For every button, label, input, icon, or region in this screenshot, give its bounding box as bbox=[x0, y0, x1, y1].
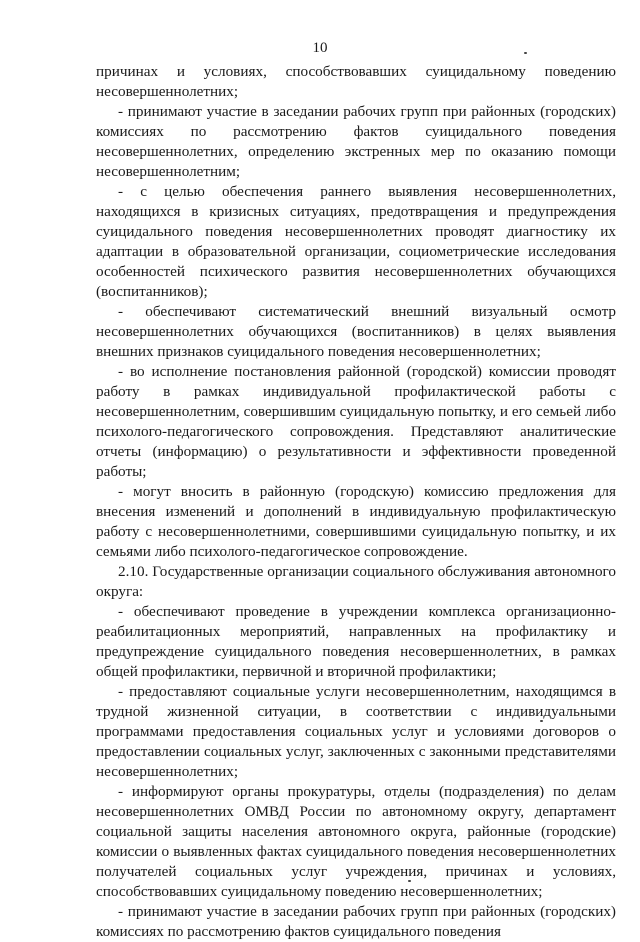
scan-speck bbox=[540, 720, 543, 722]
paragraph: - обеспечивают проведение в учреждении комплекса организационно-реабилитационных мероприятий, направленных на профилактику и предупреждение суицидального поведения несовершеннолетних, в рамках общей профилактики, первичной и вторичной профилактики; bbox=[96, 603, 616, 680]
paragraph: - принимают участие в заседании рабочих групп при районных (городских) комиссиях по рассмотрению фактов суицидального поведения bbox=[96, 903, 616, 940]
paragraph: - могут вносить в районную (городскую) комиссию предложения для внесения изменений и дополнений в индивидуальную профилактическую работу с несовершеннолетними, совершившими суицидальную попытку, и их семьями либо психолого-педагогическое сопровождение. bbox=[96, 483, 616, 560]
page-number: 10 bbox=[312, 40, 328, 56]
scan-speck bbox=[524, 52, 527, 54]
section-heading: 2.10. Государственные организации социального обслуживания автономного округа: bbox=[96, 563, 616, 600]
paragraph: причинах и условиях, способствовавших суицидальному поведению несовершеннолетних; bbox=[96, 63, 616, 100]
paragraph: - обеспечивают систематический внешний визуальный осмотр несовершеннолетних обучающихся (воспитанников) в целях выявления внешних признаков суицидального поведения несовершеннолетних; bbox=[96, 303, 616, 360]
paragraph: - информируют органы прокуратуры, отделы (подразделения) по делам несовершеннолетних ОМВД России по автономному округу, департамент социальной защиты населения автономного округа, районные (городские) комиссии о выявленных фактах суицидального поведения несовершеннолетних получателей социальных услуг учреждения, причинах и условиях, способствовавших суицидальному поведению несовершеннолетних; bbox=[96, 783, 616, 900]
paragraph: - предоставляют социальные услуги несовершеннолетним, находящимся в трудной жизненной ситуации, в соответствии с индивидуальными программами предоставления социальных услуг и условиями договоров о предоставлении социальных услуг, заключенных с законными представителями несовершеннолетних; bbox=[96, 683, 616, 780]
paragraph: - во исполнение постановления районной (городской) комиссии проводят работу в рамках индивидуальной профилактической работы с несовершеннолетним, совершившим суицидальную попытку, и его семьей либо психолого-педагогического сопровождения. Представляют аналитические отчеты (информацию) о результативности и эффективности проведенной работы; bbox=[96, 363, 616, 480]
paragraph: - с целью обеспечения раннего выявления несовершеннолетних, находящихся в кризисных ситуациях, предотвращения и предупреждения суицидального поведения несовершеннолетних проводят диагностику их адаптации в образовательной организации, социометрические исследования особенностей психического развития несовершеннолетних обучающихся (воспитанников); bbox=[96, 183, 616, 300]
paragraph: - принимают участие в заседании рабочих групп при районных (городских) комиссиях по рассмотрению фактов суицидального поведения несовершеннолетних, определению экстренных мер по оказанию помощи несовершеннолетним; bbox=[96, 103, 616, 180]
scan-speck bbox=[408, 880, 411, 882]
body-text bbox=[96, 62, 616, 942]
